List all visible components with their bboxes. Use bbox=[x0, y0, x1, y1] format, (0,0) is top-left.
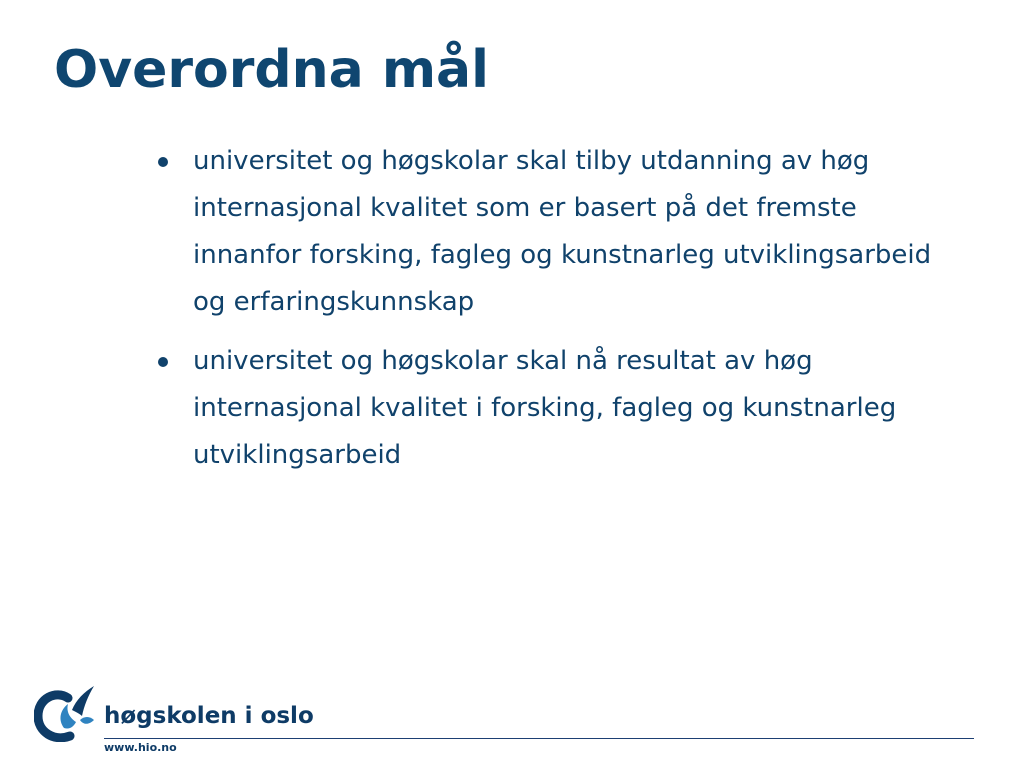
slide-title: Overordna mål bbox=[54, 40, 489, 100]
bullet-text: universitet og høgskolar skal nå resultat av høg internasjonal kvalitet i forsking, fagleg og kunstnarleg utviklingsarbeid bbox=[193, 346, 897, 470]
bullet-list bbox=[155, 138, 965, 491]
bullet-text: universitet og høgskolar skal tilby utdanning av høg internasjonal kvalitet som er basert på det fremste innanfor forsking, fagleg og kunstnarleg utviklingsarbeid og erfaringskunnskap bbox=[193, 146, 932, 317]
bullet-dot-icon bbox=[158, 357, 168, 367]
footer-institution-name: høgskolen i oslo bbox=[104, 703, 314, 729]
bullet-item bbox=[155, 338, 965, 479]
bullet-dot-icon bbox=[158, 157, 168, 167]
bullet-item bbox=[155, 138, 965, 326]
footer-url: www.hio.no bbox=[104, 741, 177, 754]
footer-divider bbox=[104, 738, 974, 739]
hio-logo-icon bbox=[34, 676, 104, 742]
